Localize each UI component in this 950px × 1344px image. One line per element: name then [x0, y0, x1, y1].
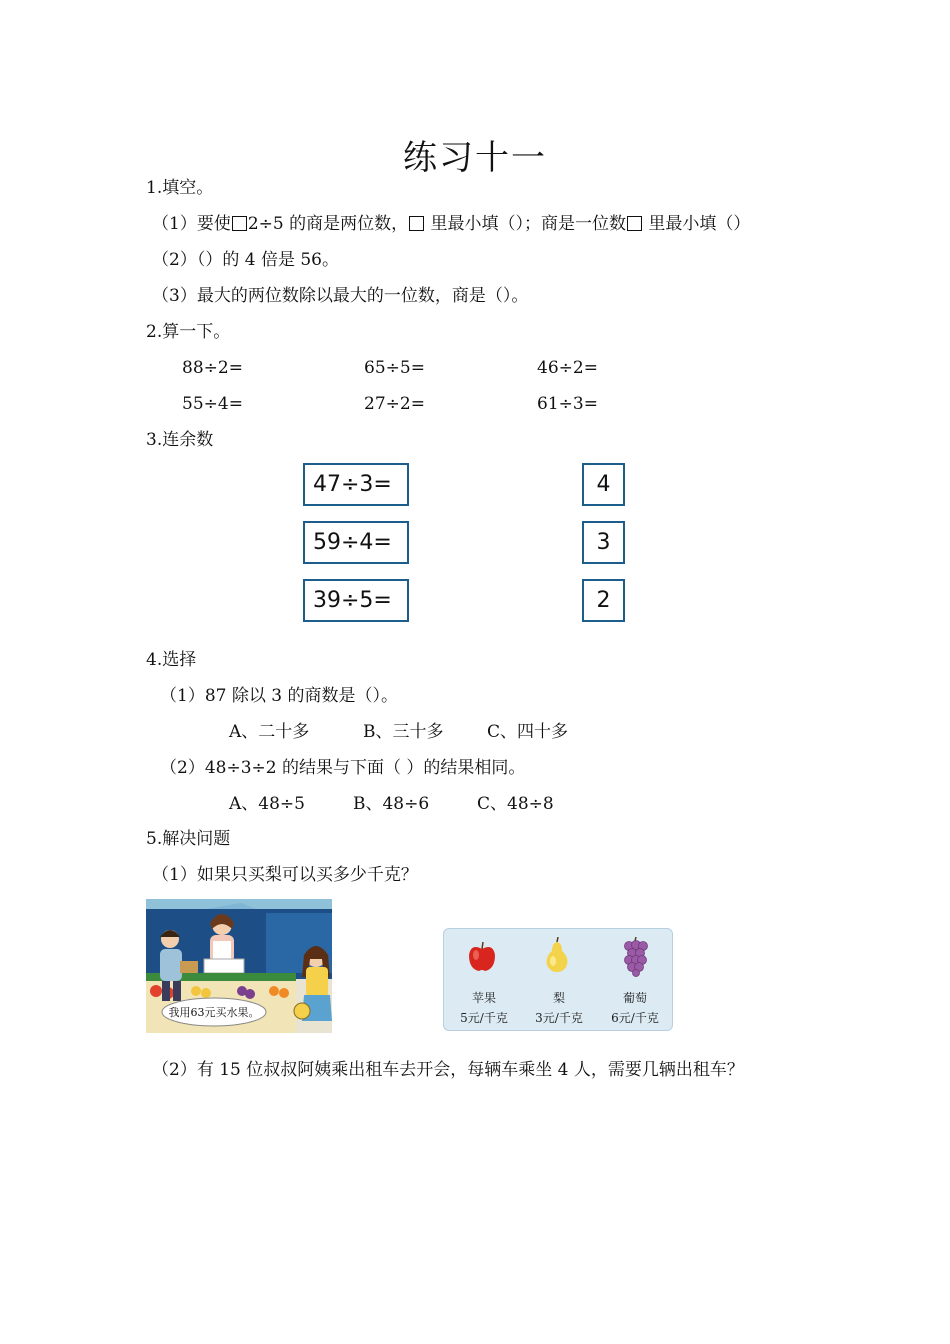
division-box[interactable]: 47÷3=: [303, 463, 409, 506]
q1-part3: （3）最大的两位数除以最大的一位数，商是（）。: [152, 286, 529, 306]
q2-item: 55÷4=: [182, 394, 243, 414]
q1-part1: [152, 214, 750, 234]
option[interactable]: B、48÷6: [353, 794, 430, 814]
fruit-name: 葡萄: [622, 991, 647, 1005]
q1-part1-text-d: 里最小填（）: [643, 214, 751, 234]
q1-part2: （2）（）的 4 倍是 56。: [152, 250, 339, 270]
q1-part1-text-a: （1）要使: [152, 214, 231, 234]
option[interactable]: C、48÷8: [477, 794, 554, 814]
q2-item: 61÷3=: [537, 394, 598, 414]
option[interactable]: B、三十多: [363, 722, 444, 742]
q5-heading: 5.解决问题: [146, 829, 231, 849]
blank-square: [232, 216, 247, 231]
q1-part1-text-b: 2÷5 的商是两位数，: [247, 214, 409, 234]
option[interactable]: A、48÷5: [229, 794, 305, 814]
q2-item: 88÷2=: [182, 358, 243, 378]
q5-part2: （2）有 15 位叔叔阿姨乘出租车去开会，每辆车乘坐 4 人，需要几辆出租车？: [152, 1060, 744, 1080]
q1-heading: 1.填空。: [146, 178, 214, 198]
fruit-price: 5元/千克: [460, 1011, 508, 1025]
apple-icon: [467, 941, 497, 973]
speech-bubble-text: 我用63元买水果。: [168, 1006, 260, 1019]
q2-item: 46÷2=: [537, 358, 598, 378]
fruit-shop-illustration: [146, 899, 332, 1033]
q2-item: 65÷5=: [364, 358, 425, 378]
fruit-price: 3元/千克: [535, 1011, 583, 1025]
blank-square: [409, 216, 424, 231]
fruit-price-card: [443, 928, 673, 1031]
option[interactable]: A、二十多: [229, 722, 310, 742]
remainder-box[interactable]: 4: [582, 463, 625, 506]
fruit-name: 梨: [552, 991, 565, 1005]
q4-heading: 4.选择: [146, 650, 197, 670]
division-box[interactable]: 39÷5=: [303, 579, 409, 622]
remainder-box[interactable]: 3: [582, 521, 625, 564]
q4-part1: （1）87 除以 3 的商数是（）。: [160, 686, 398, 706]
division-box[interactable]: 59÷4=: [303, 521, 409, 564]
grapes-icon: [620, 937, 650, 977]
q2-heading: 2.算一下。: [146, 322, 231, 342]
q4-part2: （2）48÷3÷2 的结果与下面（ ）的结果相同。: [160, 758, 526, 778]
q2-item: 27÷2=: [364, 394, 425, 414]
remainder-box[interactable]: 2: [582, 579, 625, 622]
q1-part1-text-c: 里最小填（）；商是一位数: [425, 214, 627, 234]
fruit-name: 苹果: [471, 991, 496, 1005]
option[interactable]: C、四十多: [487, 722, 569, 742]
page-title: 练习十一: [403, 138, 547, 178]
q3-heading: 3.连余数: [146, 430, 214, 450]
blank-square: [627, 216, 642, 231]
fruit-price: 6元/千克: [611, 1011, 659, 1025]
pear-icon: [543, 937, 571, 973]
q5-part1: （1）如果只买梨可以买多少千克？: [152, 865, 418, 885]
